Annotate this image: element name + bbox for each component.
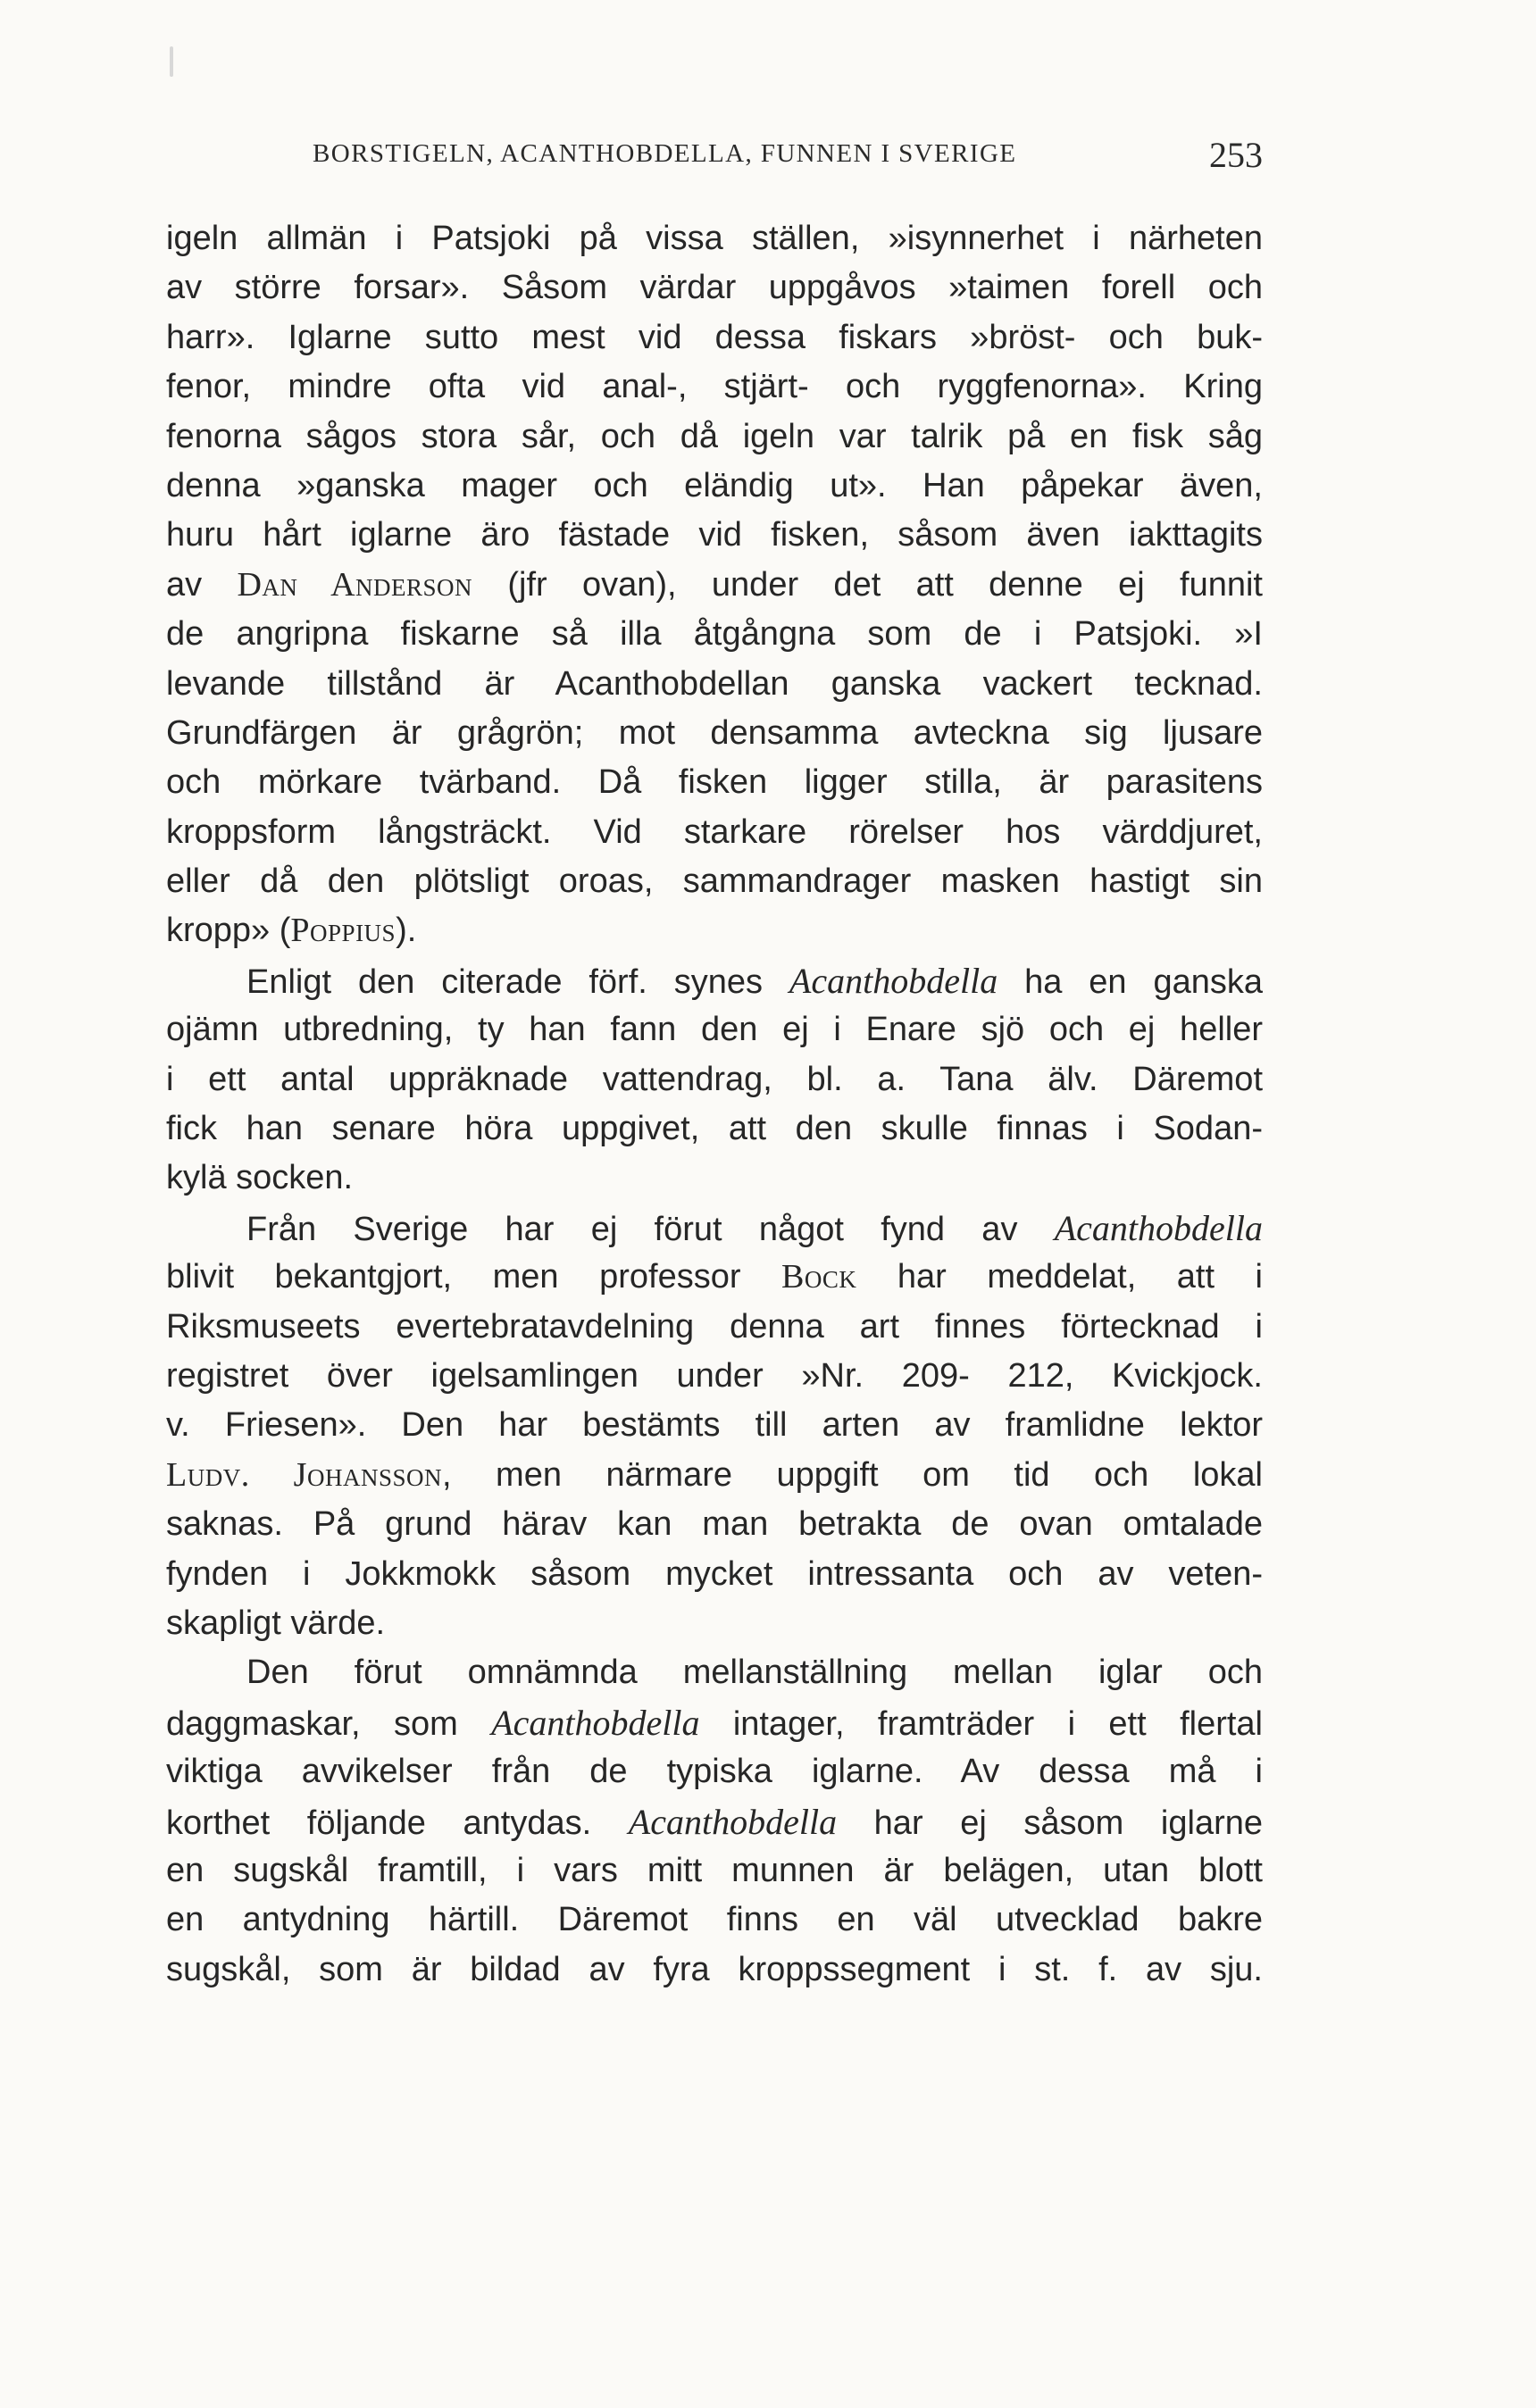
taxon-name: Acanthobdella — [491, 1702, 700, 1743]
text-line: Den förut omnämnda mellanställning mellan iglar och — [246, 1654, 1263, 1692]
text-line: ojämn utbredning, ty han fann den ej i Enare sjö och ej heller — [166, 1011, 1263, 1049]
author-name: Ludv. Johansson — [166, 1455, 442, 1494]
text-line: fick han senare höra uppgivet, att den skulle finnas i Sodan- — [166, 1110, 1263, 1148]
text-line: igeln allmän i Patsjoki på vissa ställen, »isynnerhet i närheten — [166, 220, 1263, 257]
taxon-name: Acanthobdella — [789, 960, 998, 1001]
text-line: av Dan Anderson (jfr ovan), under det att denne ej funnit — [166, 565, 1263, 604]
text-line: av större forsar». Såsom värdar uppgåvos »taimen forell och — [166, 269, 1263, 307]
text-line: blivit bekantgjort, men professor Bock har meddelat, att i — [166, 1258, 1263, 1296]
page-header — [166, 134, 1263, 187]
text-line: registret över igelsamlingen under »Nr. 209- 212, Kvickjock. — [166, 1356, 1263, 1395]
text-line: korthet följande antydas. Acanthobdella har ej såsom iglarne — [166, 1801, 1264, 1842]
text-line: sugskål, som är bildad av fyra kroppssegment i st. f. av sju. — [166, 1950, 1263, 1988]
text-line: v. Friesen». Den har bestämts till arten av framlidne lektor — [166, 1406, 1263, 1445]
page-number: 253 — [1209, 135, 1263, 175]
text-line: denna »ganska mager och eländig ut». Han påpekar även, — [166, 466, 1263, 504]
text-line: kroppsform långsträckt. Vid starkare rörelser hos värddjuret, — [166, 812, 1263, 851]
author-name: Poppius — [290, 912, 397, 950]
text-line: Riksmuseets evertebratavdelning denna art finnes förtecknad i — [166, 1307, 1263, 1346]
author-name: Dan Anderson — [237, 565, 473, 604]
text-line: och mörkare tvärband. Då fisken ligger stilla, är parasitens — [166, 763, 1263, 802]
taxon-name: Acanthobdella — [628, 1801, 838, 1842]
author-name: Bock — [781, 1258, 857, 1296]
text-line: Ludv. Johansson, men närmare uppgift om tid och lokal — [166, 1455, 1263, 1494]
text-line: Från Sverige har ej förut något fynd av Acanthobdella — [246, 1207, 1263, 1248]
text-line: harr». Iglarne sutto mest vid dessa fiskars »bröst- och buk- — [166, 318, 1263, 356]
text-line: levande tillstånd är Acanthobdellan ganska vackert tecknad. — [166, 664, 1263, 703]
taxon-name: Acanthobdella — [1054, 1207, 1263, 1248]
text-line: eller då den plötsligt oroas, sammandrager masken hastigt sin — [166, 862, 1263, 901]
text-line: kropp» (Poppius). — [166, 912, 417, 950]
text-line: viktiga avvikelser från de typiska iglarne. Av dessa må i — [166, 1753, 1263, 1791]
text-line: en antydning härtill. Däremot finns en väl utvecklad bakre — [166, 1901, 1263, 1939]
text-line: daggmaskar, som Acanthobdella intager, framträder i ett flertal — [166, 1702, 1263, 1743]
text-line: en sugskål framtill, i vars mitt munnen är belägen, utan blott — [166, 1851, 1263, 1889]
text-line: Grundfärgen är grågrön; mot densamma avteckna sig ljusare — [166, 713, 1263, 752]
text-line: fenorna sågos stora sår, och då igeln var talrik på en fisk såg — [166, 417, 1263, 455]
text-line: i ett antal uppräknade vattendrag, bl. a. Tana älv. Däremot — [166, 1060, 1263, 1098]
text-line: skapligt värde. — [166, 1604, 386, 1642]
running-head: BORSTIGELN, ACANTHOBDELLA, FUNNEN I SVERIGE — [313, 139, 1017, 168]
text-line: de angripna fiskarne så illa åtgångna som de i Patsjoki. »I — [166, 615, 1263, 654]
margin-mark — [170, 46, 173, 77]
text-line: kylä socken. — [166, 1159, 354, 1197]
body-text — [166, 214, 1263, 1995]
text-line: Enligt den citerade förf. synes Acanthobdella ha en ganska — [246, 960, 1263, 1001]
text-line: fynden i Jokkmokk såsom mycket intressanta och av veten- — [166, 1554, 1263, 1593]
text-line: saknas. På grund härav kan man betrakta de ovan omtalade — [166, 1505, 1263, 1544]
text-line: fenor, mindre ofta vid anal-, stjärt- och ryggfenorna». Kring — [166, 368, 1263, 406]
text-line: huru hårt iglarne äro fästade vid fisken, såsom även iakttagits — [166, 516, 1263, 554]
